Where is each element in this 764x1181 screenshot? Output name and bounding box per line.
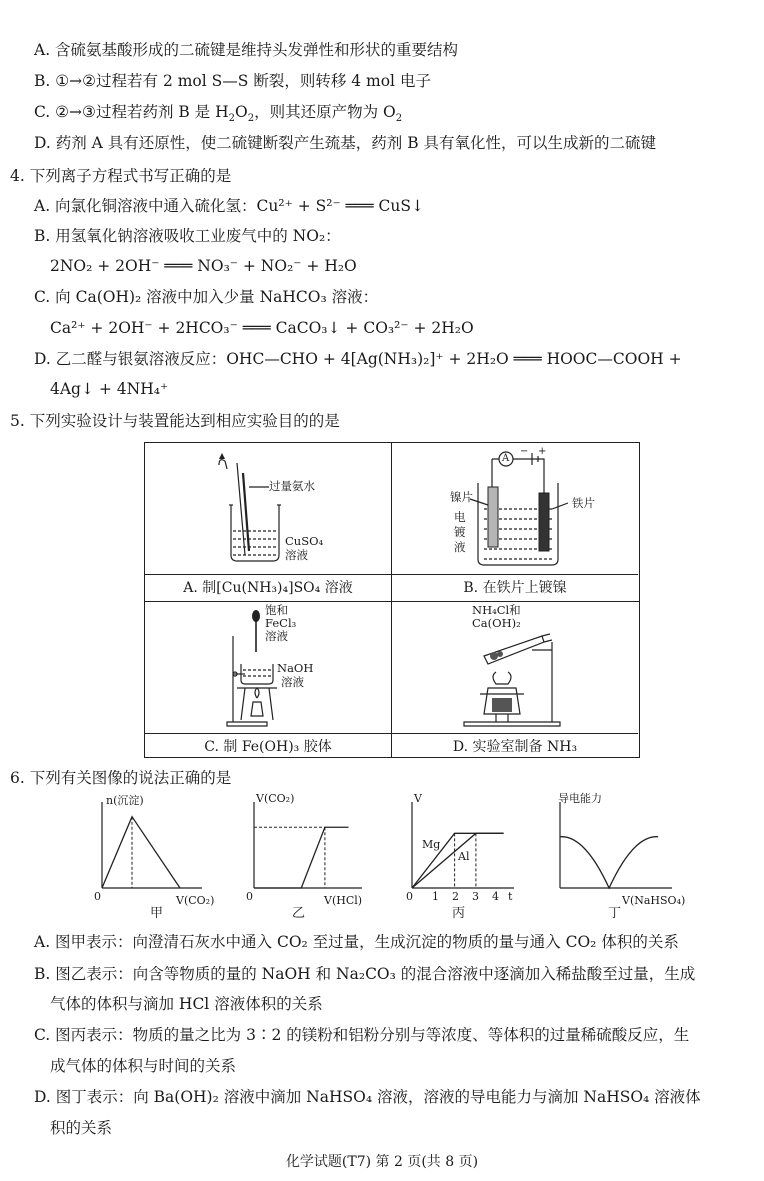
q6-option-d-line2: 积的关系 [50, 1119, 113, 1137]
graph-jia-origin: 0 [94, 890, 101, 903]
q3-option-c [34, 102, 403, 125]
q6-option-c-line2: 成气体的体积与时间的关系 [50, 1057, 237, 1075]
apparatus-b [392, 443, 638, 601]
graph-yi-title: 乙 [292, 906, 306, 921]
graph-bing-svg [400, 796, 520, 896]
graph-ding-title: 丁 [608, 906, 622, 921]
apparatus-a-drawing [145, 443, 391, 575]
graph-bing-ylabel: V [414, 792, 422, 805]
label-electro-3: 液 [454, 540, 466, 554]
graph-bing-tick-1: 1 [432, 890, 439, 903]
graph-jia-title: 甲 [150, 906, 164, 921]
caption-a: A. 制[Cu(NH₃)₄]SO₄ 溶液 [145, 574, 391, 601]
graph-bing-tick-2: 2 [452, 890, 459, 903]
graph-bing-series-mg: Mg [422, 838, 441, 851]
graph-bing-tick-3: 3 [472, 890, 479, 903]
q4-option-d-line2: 4Ag↓ + 4NH₄⁺ [50, 380, 169, 398]
q3-c-sub1: 2 [228, 113, 236, 125]
battery-minus: − [520, 446, 529, 457]
graph-yi [240, 792, 370, 907]
graph-yi-xlabel: V(HCl) [324, 894, 363, 907]
graph-ding-xlabel: V(NaHSO₄) [622, 894, 686, 907]
q6-option-b-line2: 气体的体积与滴加 HCl 溶液体积的关系 [50, 995, 323, 1013]
q3-c-part1: C. ②→③过程若药剂 B 是 H [34, 103, 229, 121]
label-fecl3: FeCl₃ [265, 616, 297, 630]
label-electro-1: 电 [454, 510, 466, 524]
q6-option-c: C. 图丙表示：物质的量之比为 3∶2 的镁粉和铝粉分别与等浓度、等体积的过量稀硫酸反应，生 [34, 1026, 690, 1044]
q3-c-part2: O [235, 103, 248, 121]
q4-stem: 4. 下列离子方程式书写正确的是 [10, 167, 232, 185]
label-nh4cl: NH₄Cl和 [472, 603, 521, 617]
label-electro-2: 镀 [454, 525, 466, 539]
apparatus-b-drawing [392, 443, 638, 575]
q5-apparatus-grid [144, 442, 640, 758]
graph-bing-origin: 0 [406, 890, 413, 903]
graph-ding-svg [548, 796, 678, 896]
series-line-3 [560, 837, 658, 888]
graph-ding-ylabel: 导电能力 [558, 792, 602, 805]
label-solution-c1: 溶液 [265, 629, 288, 643]
graph-bing-tick-4: 4 [492, 890, 499, 903]
q4-option-c-equation: Ca²⁺ + 2OH⁻ + 2HCO₃⁻ ═══ CaCO₃↓ + CO₃²⁻ + 2H₂O [50, 319, 474, 337]
label-solution-a: 溶液 [285, 548, 308, 562]
caption-c: C. 制 Fe(OH)₃ 胶体 [145, 733, 391, 760]
apparatus-d [392, 602, 638, 760]
q6-option-a: A. 图甲表示：向澄清石灰水中通入 CO₂ 至过量，生成沉淀的物质的量与通入 CO₂ 体积的关系 [34, 933, 679, 951]
graph-bing-title: 丙 [452, 906, 466, 921]
label-caoh2: Ca(OH)₂ [472, 616, 521, 630]
label-cuso4: CuSO₄ [285, 534, 324, 548]
caption-b: B. 在铁片上镀镍 [392, 574, 638, 601]
graph-jia-xlabel: V(CO₂) [176, 894, 215, 907]
q3-c-part3: ，则其还原产物为 O [254, 103, 396, 121]
label-nickel: 镍片 [450, 490, 473, 504]
series-line-0-0 [102, 817, 180, 888]
q4-option-c: C. 向 Ca(OH)₂ 溶液中加入少量 NaHCO₃ 溶液： [34, 288, 379, 306]
q6-option-b: B. 图乙表示：向含等物质的量的 NaOH 和 Na₂CO₃ 的混合溶液中逐滴加入稀盐酸至过量，生成 [34, 965, 696, 983]
label-iron: 铁片 [572, 496, 595, 510]
ammeter-label: A [502, 453, 510, 464]
q4-option-a: A. 向氯化铜溶液中通入硫化氢：Cu²⁺ + S²⁻ ═══ CuS↓ [34, 197, 424, 215]
q3-option-d: D. 药剂 A 具有还原性，使二硫键断裂产生巯基，药剂 B 具有氧化性，可以生成新的二硫键 [34, 134, 657, 152]
q5-stem: 5. 下列实验设计与装置能达到相应实验目的的是 [10, 412, 340, 430]
page-footer: 化学试题(T7) 第 2 页(共 8 页) [285, 1154, 479, 1170]
q4-option-b-equation: 2NO₂ + 2OH⁻ ═══ NO₃⁻ + NO₂⁻ + H₂O [50, 257, 357, 275]
q6-stem: 6. 下列有关图像的说法正确的是 [10, 769, 232, 787]
graph-yi-svg [240, 796, 370, 896]
label-naoh: NaOH [277, 661, 314, 675]
q4-option-d: D. 乙二醛与银氨溶液反应：OHC—CHO + 4[Ag(NH₃)₂]⁺ + 2H₂O ═══ HOOC—COOH + [34, 350, 682, 368]
q3-option-a: A. 含硫氨基酸形成的二硫键是维持头发弹性和形状的重要结构 [34, 41, 459, 59]
graph-bing-series-al: Al [458, 850, 470, 863]
apparatus-a [145, 443, 391, 601]
series-line-1-0 [254, 827, 349, 888]
q3-c-sub3: 2 [395, 113, 403, 125]
graph-jia-svg [88, 796, 208, 896]
apparatus-c [145, 602, 391, 760]
label-saturated: 饱和 [265, 603, 288, 617]
graph-ding [548, 792, 686, 907]
graph-bing-xlabel: t [508, 890, 513, 903]
label-ammonia: 过量氨水 [269, 479, 315, 493]
q3-option-b: B. ①→②过程若有 2 mol S—S 断裂，则转移 4 mol 电子 [34, 72, 431, 90]
graph-bing [400, 792, 520, 903]
q4-option-b: B. 用氢氧化钠溶液吸收工业废气中的 NO₂： [34, 227, 341, 245]
battery-plus: + [538, 446, 547, 457]
q6-option-d: D. 图丁表示：向 Ba(OH)₂ 溶液中滴加 NaHSO₄ 溶液，溶液的导电能力与滴加 NaHSO₄ 溶液体 [34, 1088, 701, 1106]
graph-jia-ylabel: n(沉淀) [106, 794, 144, 807]
graph-yi-ylabel: V(CO₂) [256, 792, 295, 805]
caption-d: D. 实验室制备 NH₃ [392, 733, 638, 760]
graph-yi-origin: 0 [246, 890, 253, 903]
q3-c-sub2: 2 [247, 113, 255, 125]
graph-jia [88, 794, 215, 907]
label-solution-c2: 溶液 [281, 675, 304, 689]
